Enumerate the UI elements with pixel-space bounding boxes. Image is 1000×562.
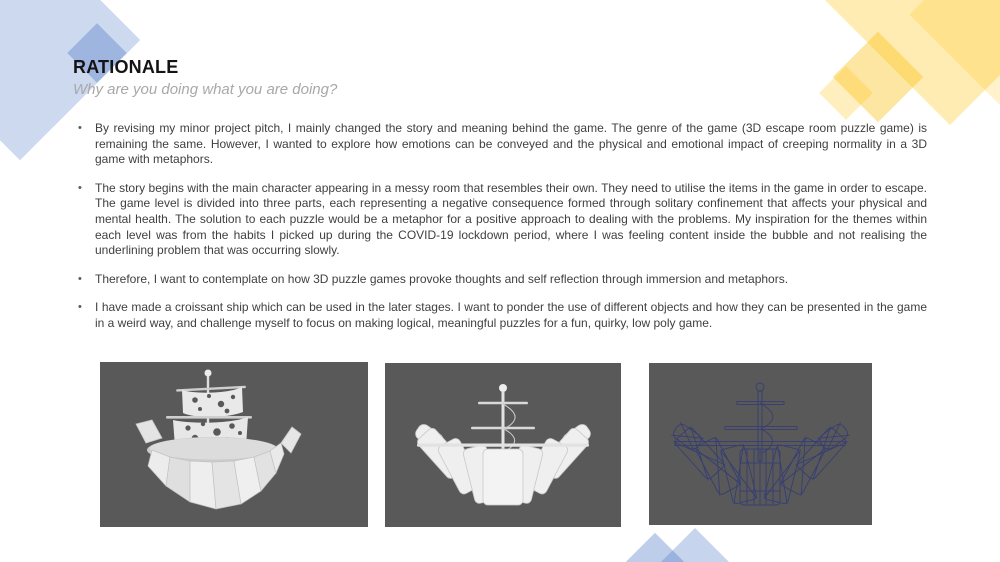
- bullet-text-3: Therefore, I want to contemplate on how 3D puzzle games provoke thoughts and self reflection through immersion and metaphors.: [95, 271, 789, 286]
- bullet-list: [76, 121, 927, 345]
- slide-header: [73, 56, 337, 99]
- bullet-text-4: I have made a croissant ship which can be used in the later stages. I want to ponder the use of different objects and how they can be presented in the game in a weird way, and challenge myself to focus on making logical, meaningful puzzles for a fun, quirky, low poly game.: [95, 300, 927, 330]
- croissant-ship-perspective-image: [100, 362, 368, 527]
- croissant-ship-front-image: [385, 363, 621, 527]
- model-figure-3: [649, 363, 872, 525]
- bullet-item-4: [76, 300, 927, 331]
- bullet-marker: •: [78, 301, 82, 314]
- model-figure-1: [100, 362, 368, 527]
- croissant-ship-wireframe-image: [649, 363, 872, 525]
- bullet-text-1: By revising my minor project pitch, I mainly changed the story and meaning behind the game. The genre of the game (3D escape room puzzle game) is remaining the same. However, I wanted to explore how emotions can be conveyed and the physical and emotional impact of creeping normality in a 3D game with metaphors.: [95, 121, 927, 167]
- bullet-text-2: The story begins with the main character appearing in a messy room that resembles their own. They need to utilise the items in the game in order to escape. The game level is divided into three parts, each representing a negative consequence formed through solitary confinement that affects your physical and mental health. The solution to each puzzle would be a metaphor for a positive approach to dealing with the problems. My inspiration for the themes within each level was from the habits I picked up during the COVID-19 lockdown period, where I was feeling content inside the bubble and not realising the underlining problem that was occurring slowly.: [95, 180, 927, 258]
- bullet-marker: •: [78, 122, 82, 134]
- bullet-item-3: [76, 272, 927, 288]
- bullet-marker: •: [78, 272, 82, 285]
- slide-title: RATIONALE: [73, 57, 179, 77]
- bullet-item-2: [76, 181, 927, 259]
- bullet-marker: •: [78, 181, 82, 194]
- bullet-item-1: [76, 121, 927, 168]
- model-figure-2: [385, 363, 621, 527]
- slide-subtitle: Why are you doing what you are doing?: [73, 81, 338, 98]
